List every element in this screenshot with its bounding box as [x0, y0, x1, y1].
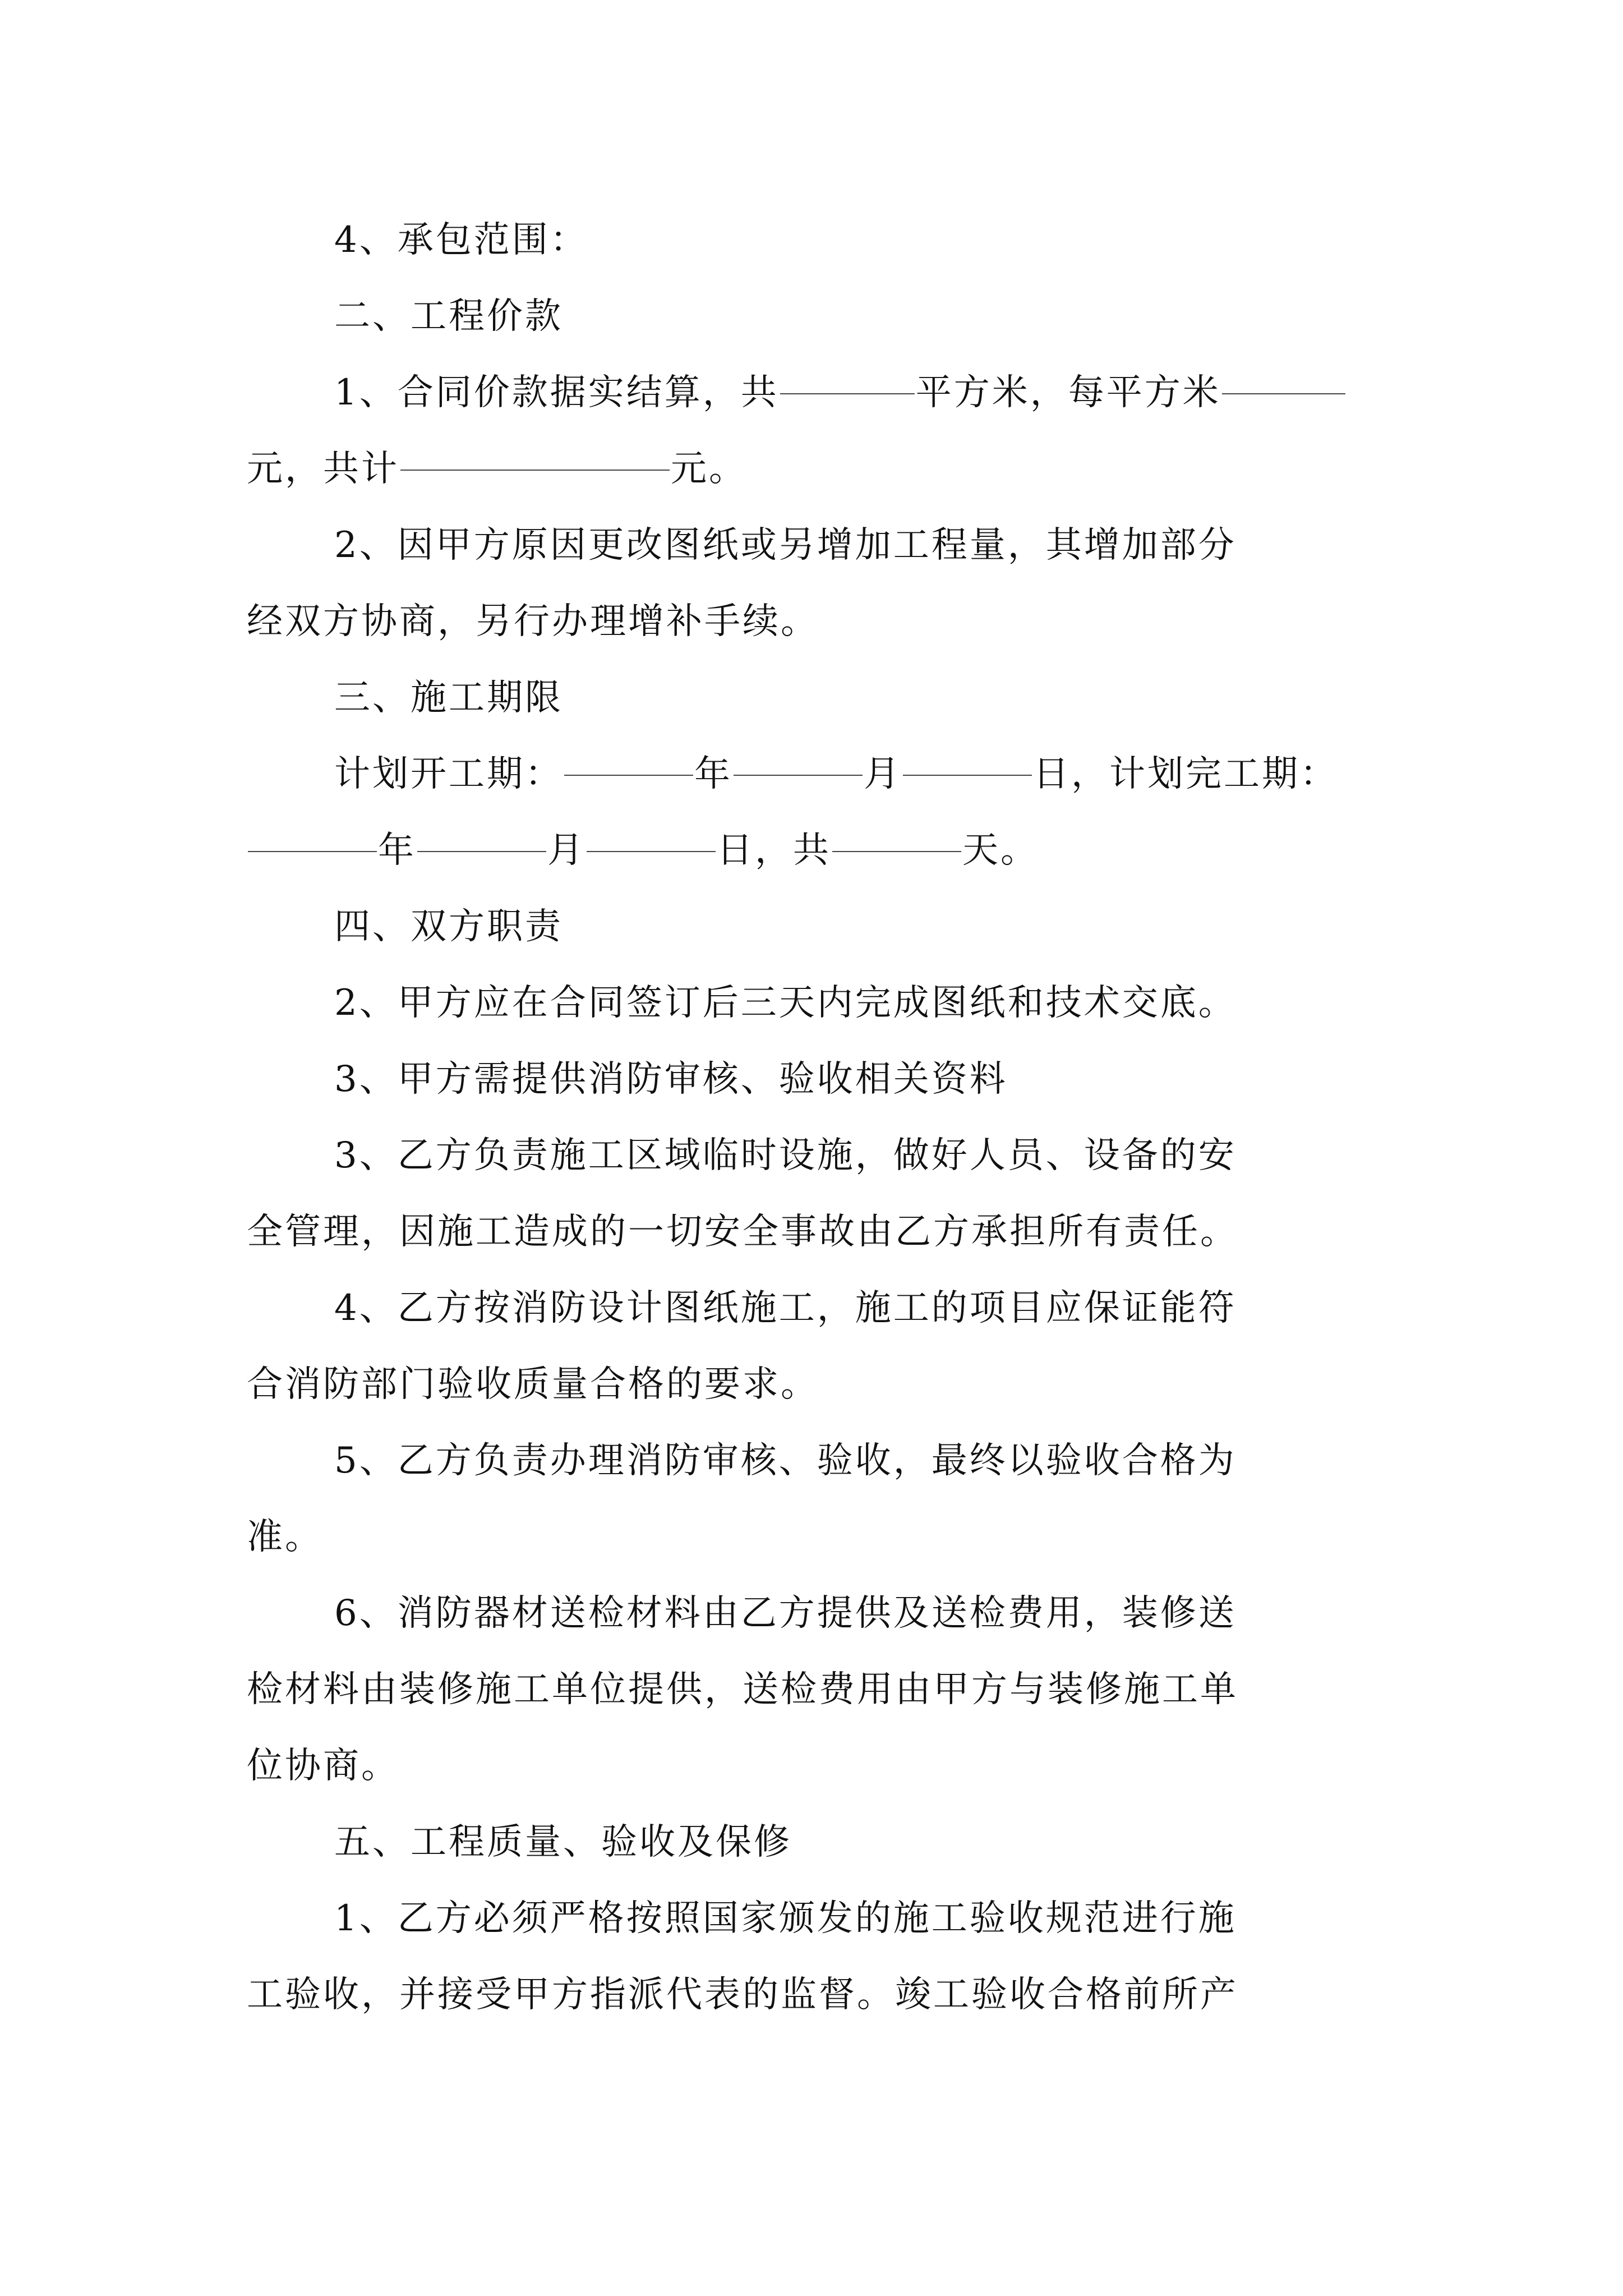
clause-text: 经双方协商，另行办理增补手续。: [247, 601, 819, 642]
clause-text: 天。: [962, 830, 1039, 871]
clause-duty: [247, 1575, 1391, 1651]
clause-duty: [247, 1270, 1391, 1346]
clause-text: 1、合同价款据实结算，共: [334, 372, 779, 413]
clause-duty-cont: [247, 1346, 1391, 1423]
clause-change-cont: [247, 583, 1391, 660]
clause-text: 全管理，因施工造成的一切安全事故由乙方承担所有责任。: [247, 1211, 1238, 1253]
section-heading-quality: [247, 1804, 1391, 1880]
clause-duty-cont: [247, 1499, 1391, 1575]
clause-start-date: [247, 736, 1391, 812]
clause-text: 3、乙方负责施工区域临时设施，做好人员、设备的安: [334, 1135, 1237, 1176]
clause-text: 2、甲方应在合同签订后三天内完成图纸和技术交底。: [334, 982, 1237, 1024]
blank-start-day-field[interactable]: [903, 774, 1032, 776]
clause-text: 准。: [247, 1516, 323, 1558]
clause-text: 检材料由装修施工单位提供，送检费用由甲方与装修施工单: [247, 1669, 1238, 1710]
clause-price-settlement: [247, 355, 1391, 431]
clause-text: 月: [547, 830, 585, 871]
blank-end-day-field[interactable]: [587, 850, 716, 852]
clause-end-date: [247, 812, 1391, 889]
clause-scope: [247, 202, 1391, 278]
clause-duty-cont: [247, 1194, 1391, 1270]
section-heading-text: 五、工程质量、验收及保修: [334, 1821, 792, 1863]
clause-text: 合消防部门验收质量合格的要求。: [247, 1364, 819, 1405]
section-heading-text: 三、施工期限: [334, 677, 563, 719]
clause-change: [247, 507, 1391, 583]
clause-text: 元，共计: [247, 448, 399, 490]
section-heading-price: [247, 278, 1391, 355]
clause-text: 1、乙方必须严格按照国家颁发的施工验收规范进行施: [334, 1898, 1237, 1939]
blank-duration-field[interactable]: [832, 850, 961, 852]
clause-text: 日，计划完工期：: [1033, 753, 1338, 795]
clause-text: 2、因甲方原因更改图纸或另增加工程量，其增加部分: [334, 524, 1237, 566]
clause-text: 元。: [671, 448, 747, 490]
clause-text: 月: [864, 753, 902, 795]
section-heading-text: 四、双方职责: [334, 906, 563, 947]
clause-text: 4、承包范围：: [334, 219, 588, 261]
clause-duty: [247, 1041, 1391, 1117]
clause-text: 3、甲方需提供消防审核、验收相关资料: [334, 1059, 1008, 1100]
clause-text: 计划开工期：: [334, 753, 563, 795]
clause-quality: [247, 1880, 1391, 1957]
blank-end-year-field[interactable]: [248, 850, 377, 852]
clause-text: 4、乙方按消防设计图纸施工，施工的项目应保证能符: [334, 1287, 1237, 1329]
clause-text: 年: [378, 830, 416, 871]
blank-start-month-field[interactable]: [734, 774, 863, 776]
blank-total-field[interactable]: [400, 469, 670, 471]
clause-duty-cont: [247, 1728, 1391, 1804]
clause-price-total: [247, 431, 1391, 507]
clause-text: 5、乙方负责办理消防审核、验收，最终以验收合格为: [334, 1440, 1237, 1481]
clause-text: 工验收，并接受甲方指派代表的监督。竣工验收合格前所产: [247, 1974, 1238, 2016]
clause-text: 平方米，每平方米: [915, 372, 1221, 413]
clause-text: 位协商。: [247, 1745, 399, 1787]
section-heading-duties: [247, 889, 1391, 965]
document-body: [247, 202, 1391, 2033]
clause-duty: [247, 1423, 1391, 1499]
clause-quality-cont: [247, 1957, 1391, 2033]
clause-duty: [247, 965, 1391, 1041]
clause-text: 日，共: [717, 830, 831, 871]
section-heading-schedule: [247, 660, 1391, 736]
clause-text: 年: [694, 753, 732, 795]
blank-end-month-field[interactable]: [417, 850, 546, 852]
clause-duty: [247, 1117, 1391, 1194]
clause-duty-cont: [247, 1651, 1391, 1728]
blank-start-year-field[interactable]: [564, 774, 693, 776]
clause-text: 6、消防器材送检材料由乙方提供及送检费用，装修送: [334, 1593, 1237, 1634]
blank-unit-price-field[interactable]: [1222, 393, 1345, 394]
blank-area-field[interactable]: [780, 393, 915, 394]
section-heading-text: 二、工程价款: [334, 296, 563, 337]
